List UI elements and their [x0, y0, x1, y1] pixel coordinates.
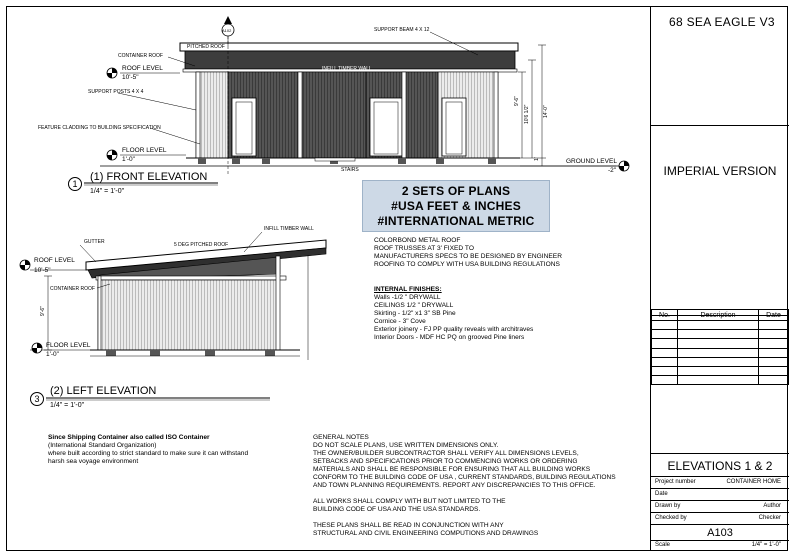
- general-note-line: MATERIALS AND SHALL BE RESPONSIBLE FOR ENSURING THAT ALL BUILDING WORKS: [313, 466, 591, 473]
- level-marker-icon: [107, 150, 117, 160]
- project-number-row: [651, 477, 789, 489]
- revision-row: [652, 357, 789, 366]
- left-floor-level-label: FLOOR LEVEL: [46, 342, 91, 349]
- date-label: Date: [655, 491, 668, 497]
- general-note-line: THESE PLANS SHALL BE READ IN CONJUNCTION WITH ANY: [313, 522, 504, 529]
- left-dim-9-6: 9'-6": [40, 306, 46, 316]
- drawn-by-label: Drawn by: [655, 503, 681, 509]
- left-elevation-building: [86, 240, 326, 356]
- project-title: 68 SEA EAGLE V3: [669, 15, 775, 29]
- general-note-spacer: [313, 490, 616, 498]
- finish-item: Skirting - 1/2" x1 3" SB Pine: [374, 310, 456, 317]
- internal-finishes: [374, 286, 533, 342]
- section-marker-label: A102: [222, 28, 232, 33]
- banner-line-1: 2 SETS OF PLANS: [401, 184, 511, 198]
- checked-by-row: [651, 513, 789, 525]
- project-title-cell: [651, 6, 789, 126]
- general-note-line: ALL WORKS SHALL COMPLY WITH BUT NOT LIMITED TO THE: [313, 498, 506, 505]
- roof-note-line: ROOF TRUSSES AT 3' FIXED TO: [374, 245, 474, 252]
- version-label: IMPERIAL VERSION: [663, 164, 777, 178]
- rev-col-no: No.: [652, 310, 678, 321]
- revision-row: [652, 339, 789, 348]
- left-elevation-scale: 1/4" = 1'-0": [50, 402, 85, 409]
- dim-9-6: 9'-6": [514, 96, 520, 106]
- revision-row: [652, 321, 789, 330]
- checked-by-label: Checked by: [655, 515, 687, 521]
- finish-item: Cornice - 3" Cove: [374, 318, 426, 325]
- pitched-roof-label: PITCHED ROOF: [187, 44, 225, 50]
- general-note-line: DO NOT SCALE PLANS, USE WRITTEN DIMENSIONS ONLY.: [313, 442, 499, 449]
- gutter-label: GUTTER: [84, 239, 105, 245]
- date-row: [651, 489, 789, 501]
- project-number-label: Project number: [655, 479, 696, 485]
- front-elevation-number: 1: [68, 177, 82, 191]
- sheet-number: A103: [651, 525, 789, 541]
- front-roof-level-label: ROOF LEVEL: [122, 65, 163, 72]
- dim-10-6: 10'6 1/2": [524, 104, 530, 124]
- level-marker-icon: [619, 161, 629, 171]
- iso-note: [48, 434, 248, 466]
- general-note-line: THE OWNER/BUILDER SUBCONTRACTOR SHALL VERIFY ALL DIMENSIONS LEVELS,: [313, 450, 579, 457]
- support-posts-label: SUPPORT POSTS 4 X 4: [88, 89, 144, 95]
- general-notes: [313, 434, 616, 538]
- general-notes-heading: GENERAL NOTES: [313, 434, 369, 441]
- ground-level-value: -2": [608, 167, 617, 174]
- left-roof-level-value: 10'-5": [34, 267, 51, 274]
- revision-row: [652, 366, 789, 375]
- support-beam-label: SUPPORT BEAM 4 X 12: [374, 27, 430, 33]
- iso-note-heading: Since Shipping Container also called ISO Container: [48, 434, 210, 441]
- roof-note-line: MANUFACTURERS SPECS TO BE DESIGNED BY ENGINEER: [374, 253, 562, 260]
- stairs-label: STAIRS: [341, 167, 359, 173]
- left-floor-level-value: 1'-0": [46, 351, 59, 358]
- left-roof-level-label: ROOF LEVEL: [34, 257, 75, 264]
- plans-banner: [362, 180, 550, 232]
- front-elevation-scale: 1/4" = 1'-0": [90, 188, 125, 195]
- finish-item: CEILINGS 1/2 " DRYWALL: [374, 302, 454, 309]
- project-number-value: CONTAINER HOME: [726, 479, 781, 485]
- sheet-title: ELEVATIONS 1 & 2: [651, 453, 789, 477]
- revision-row: [652, 348, 789, 357]
- rev-col-date: Date: [759, 310, 789, 321]
- rev-col-description: Description: [678, 310, 759, 321]
- revision-header-row: [652, 310, 789, 321]
- revision-row: [652, 376, 789, 385]
- iso-note-line: harsh sea voyage environment: [48, 458, 139, 465]
- dim-1: 1': [534, 157, 540, 161]
- left-infill-timber-wall-label: INFILL TIMBER WALL: [264, 226, 314, 232]
- scale-row: [651, 541, 789, 551]
- roof-note-line: ROOFING TO COMPLY WITH USA BUILDING REGULATIONS: [374, 261, 560, 268]
- roof-note-line: COLORBOND METAL ROOF: [374, 237, 461, 244]
- drawn-by-value: Author: [763, 503, 781, 509]
- general-note-line: SETBACKS AND SPECIFICATIONS PRIOR TO COMMENCING WORKS OR ORDERING: [313, 458, 578, 465]
- front-floor-level-label: FLOOR LEVEL: [122, 147, 167, 154]
- left-elevation-title: (2) LEFT ELEVATION: [50, 385, 157, 397]
- general-note-spacer: [313, 514, 616, 522]
- revision-row: [652, 330, 789, 339]
- ground-level-label: GROUND LEVEL: [566, 158, 617, 165]
- checked-by-value: Checker: [758, 515, 781, 521]
- banner-line-3: #INTERNATIONAL METRIC: [377, 214, 535, 228]
- scale-label: Scale: [655, 542, 671, 548]
- level-marker-icon: [32, 343, 42, 353]
- general-note-line: STRUCTURAL AND CIVIL ENGINEERING COMPUTIONS AND DRAWINGS: [313, 530, 539, 537]
- level-marker-icon: [107, 68, 117, 78]
- iso-note-line: (International Standard Organization): [48, 442, 157, 449]
- finish-item: Walls -1/2 " DRYWALL: [374, 294, 441, 301]
- left-elevation-number: 3: [30, 392, 44, 406]
- dim-14-0: 14'-0": [543, 105, 549, 118]
- front-elevation-title: (1) FRONT ELEVATION: [90, 171, 208, 183]
- finish-item: Interior Doors - MDF HC PQ on grooved Pine liners: [374, 334, 525, 341]
- feature-cladding-label: FEATURE CLADDING TO BUILDING SPECIFICATION: [38, 125, 161, 131]
- general-note-line: BUILDING CODE OF USA AND THE USA STANDARDS.: [313, 506, 481, 513]
- general-note-line: CONFORM TO THE BUILDING CODE OF USA , CURRENT STANDARDS, BUILDING REGULATIONS: [313, 474, 616, 481]
- internal-finishes-heading: INTERNAL FINISHES:: [374, 286, 442, 293]
- drawn-by-row: [651, 501, 789, 513]
- version-cell: [651, 126, 789, 316]
- iso-note-line: where built according to strict standard to make sure it can withstand: [48, 450, 249, 457]
- scale-value: 1/4" = 1'-0": [751, 542, 781, 548]
- front-roof-level-value: 10'-5": [122, 74, 139, 81]
- general-note-line: AND TOWN PLANNING REQUIREMENTS. REPORT ANY DISCREPANCIES TO THIS OFFICE.: [313, 482, 596, 489]
- container-roof-label: CONTAINER ROOF: [118, 53, 163, 59]
- roof-notes: [374, 237, 562, 269]
- front-floor-level-value: 1'-0": [122, 156, 135, 163]
- finish-item: Exterior joinery - FJ PP quality reveals with architraves: [374, 326, 534, 333]
- front-infill-timber-wall-label: INFILL TIMBER WALL: [322, 66, 372, 72]
- title-block: [650, 6, 788, 551]
- left-pitched-roof-label: 5 DEG PITCHED ROOF: [174, 242, 229, 248]
- left-container-roof-label: CONTAINER ROOF: [50, 286, 95, 292]
- banner-line-2: #USA FEET & INCHES: [391, 199, 521, 213]
- revision-table: [651, 309, 789, 385]
- level-marker-icon: [20, 260, 30, 270]
